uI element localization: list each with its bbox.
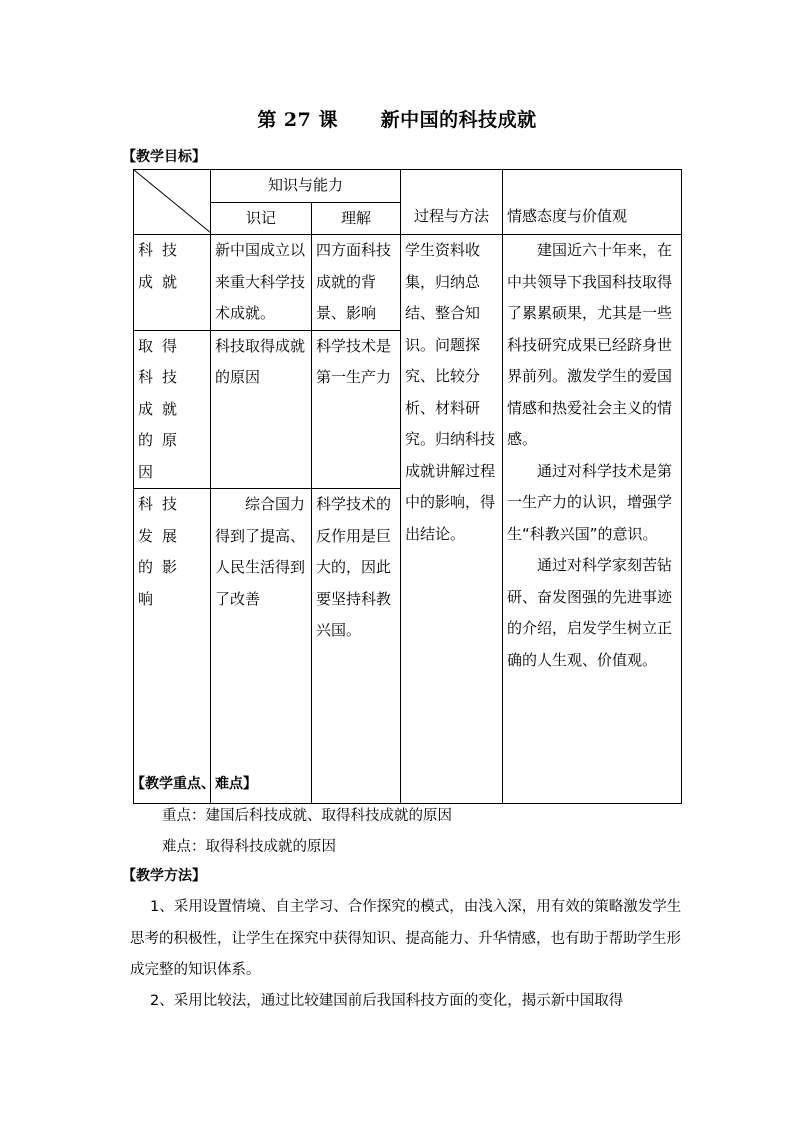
row-recall: 新中国成立以来重大科学技术成就。 (211, 235, 312, 331)
method-paragraph-2: 2、采用比较法，通过比较建国前后我国科技方面的变化，揭示新中国取得 (150, 993, 624, 1009)
teaching-goals-table (133, 169, 682, 804)
emotion-paragraph: 通过对科学技术是第一生产力的认识，增强学生“科教兴国”的意识。 (507, 461, 673, 543)
header-understand: 理解 (312, 202, 401, 235)
emotion-paragraph: 通过对科学家刻苦钻研、奋发图强的先进事迹的介绍，启发学生树立正确的人生观、价值观。 (507, 556, 673, 669)
header-emotion: 情感态度与价值观 (503, 170, 682, 235)
row-topic: 取得科技成就的原因 (134, 330, 211, 489)
row-understand: 四方面科技成就的背景、影响 (312, 235, 401, 331)
method-paragraph-1: 1、采用设置情境、自主学习、合作探究的模式，由浅入深，用有效的策略激发学生思考的积极性，让学生在探究中获得知识、提高能力、升华情感，也有助于帮助学生形成完整的知识体系。 (130, 899, 682, 978)
emotion-cell (503, 235, 682, 804)
header-recall: 识记 (211, 202, 312, 235)
difficult-point: 难点：取得科技成就的原因 (162, 839, 336, 855)
row-recall: 综合国力得到了提高、人民生活得到了改善 (211, 489, 312, 804)
section-heading-key-points: 【教学重点、难点】 (131, 776, 257, 792)
row-recall: 科技取得成就的原因 (211, 330, 312, 489)
row-topic: 科技成就 (134, 235, 211, 331)
section-heading-goals: 【教学目标】 (122, 149, 206, 165)
header-process: 过程与方法 (401, 170, 503, 235)
row-topic: 科技发展的影响 (134, 489, 211, 804)
key-point: 重点：建国后科技成就、取得科技成就的原因 (162, 808, 452, 824)
header-knowledge: 知识与能力 (211, 170, 401, 203)
diagonal-line-icon (134, 170, 211, 233)
row-understand: 科学技术的反作用是巨大的，因此要坚持科教兴国。 (312, 489, 401, 804)
process-cell: 学生资料收集，归纳总结、整合知识。问题探究、比较分析、材料研究。归纳科技成就讲解过程中的影响，得出结论。 (401, 235, 503, 804)
page-title: 第 27 课 新中国的科技成就 (257, 109, 537, 131)
section-heading-methods: 【教学方法】 (122, 868, 206, 884)
emotion-paragraph: 建国近六十年来，在中共领导下我国科技取得了累累硕果，尤其是一些科技研究成果已经跻身世界前列。激发学生的爱国情感和热爱社会主义的情感。 (507, 241, 673, 448)
row-understand: 科学技术是第一生产力 (312, 330, 401, 489)
diagonal-header-cell (134, 170, 211, 235)
